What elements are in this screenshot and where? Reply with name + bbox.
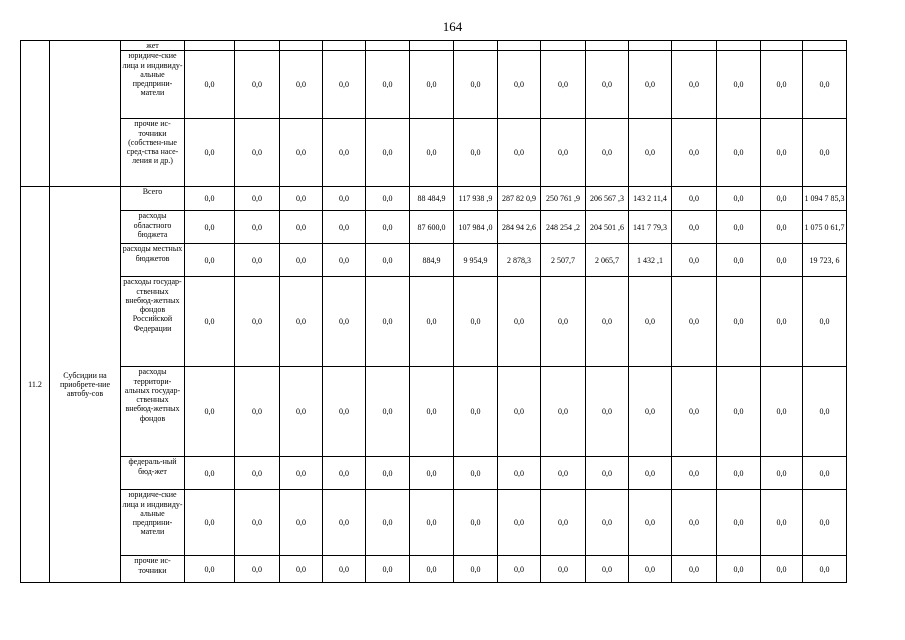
- value-cell: 0,0: [410, 490, 454, 556]
- value-cell: 0,0: [803, 457, 847, 490]
- value-cell: 0,0: [803, 51, 847, 119]
- row-label: расходы областного бюджета: [121, 211, 185, 244]
- value-cell: 0,0: [717, 457, 761, 490]
- value-cell: 0,0: [672, 211, 717, 244]
- value-cell: 0,0: [761, 277, 803, 367]
- table-row: [21, 211, 847, 244]
- value-cell: 143 2 11,4: [629, 187, 672, 211]
- section-title: Субсидии на приобрете-ние автобу-сов: [50, 187, 121, 583]
- value-cell: [803, 41, 847, 51]
- table-row: [21, 556, 847, 583]
- value-cell: 0,0: [280, 187, 323, 211]
- value-cell: 0,0: [761, 211, 803, 244]
- value-cell: 0,0: [454, 119, 498, 187]
- value-cell: 0,0: [717, 51, 761, 119]
- table-row: [21, 490, 847, 556]
- value-cell: [235, 41, 280, 51]
- value-cell: 0,0: [672, 244, 717, 277]
- value-cell: 0,0: [185, 187, 235, 211]
- value-cell: [717, 41, 761, 51]
- row-label: жет: [121, 41, 185, 51]
- table-row: [21, 277, 847, 367]
- value-cell: 0,0: [629, 457, 672, 490]
- value-cell: 0,0: [410, 367, 454, 457]
- value-cell: [586, 41, 629, 51]
- value-cell: 0,0: [717, 119, 761, 187]
- value-cell: 0,0: [586, 119, 629, 187]
- value-cell: 0,0: [498, 119, 541, 187]
- table-row: [21, 457, 847, 490]
- value-cell: 0,0: [323, 277, 366, 367]
- value-cell: 0,0: [366, 187, 410, 211]
- row-label: расходы государ-ственных внебюд-жетных фондов Российской Федерации: [121, 277, 185, 367]
- value-cell: 0,0: [717, 367, 761, 457]
- value-cell: 2 065,7: [586, 244, 629, 277]
- value-cell: 0,0: [323, 187, 366, 211]
- value-cell: [454, 41, 498, 51]
- value-cell: 0,0: [280, 244, 323, 277]
- value-cell: 0,0: [541, 457, 586, 490]
- value-cell: 0,0: [498, 367, 541, 457]
- value-cell: 0,0: [672, 51, 717, 119]
- value-cell: 0,0: [672, 490, 717, 556]
- value-cell: 0,0: [366, 51, 410, 119]
- value-cell: 0,0: [235, 457, 280, 490]
- row-label: прочие ис-точники: [121, 556, 185, 583]
- value-cell: 19 723, 6: [803, 244, 847, 277]
- value-cell: 0,0: [672, 556, 717, 583]
- value-cell: 0,0: [235, 51, 280, 119]
- value-cell: 0,0: [280, 119, 323, 187]
- value-cell: 284 94 2,6: [498, 211, 541, 244]
- value-cell: 0,0: [629, 367, 672, 457]
- value-cell: 0,0: [235, 244, 280, 277]
- value-cell: 0,0: [235, 211, 280, 244]
- value-cell: 0,0: [803, 490, 847, 556]
- value-cell: 0,0: [761, 556, 803, 583]
- value-cell: 0,0: [235, 119, 280, 187]
- value-cell: [672, 41, 717, 51]
- value-cell: 0,0: [323, 211, 366, 244]
- value-cell: 0,0: [672, 277, 717, 367]
- table-row: [21, 187, 847, 211]
- section-number-cell: [21, 41, 50, 187]
- value-cell: 0,0: [803, 277, 847, 367]
- value-cell: 107 984 ,0: [454, 211, 498, 244]
- value-cell: 87 600,0: [410, 211, 454, 244]
- value-cell: 0,0: [235, 367, 280, 457]
- value-cell: 0,0: [185, 556, 235, 583]
- value-cell: [761, 41, 803, 51]
- value-cell: 0,0: [498, 277, 541, 367]
- value-cell: 0,0: [185, 457, 235, 490]
- value-cell: 0,0: [323, 556, 366, 583]
- value-cell: 0,0: [717, 556, 761, 583]
- row-label: юридиче-ские лица и индивиду-альные предприни-матели: [121, 51, 185, 119]
- value-cell: [541, 41, 586, 51]
- value-cell: 0,0: [586, 457, 629, 490]
- value-cell: 0,0: [280, 51, 323, 119]
- value-cell: 0,0: [586, 277, 629, 367]
- value-cell: 0,0: [761, 244, 803, 277]
- value-cell: 884,9: [410, 244, 454, 277]
- value-cell: 88 484,9: [410, 187, 454, 211]
- value-cell: 0,0: [541, 556, 586, 583]
- value-cell: 0,0: [280, 211, 323, 244]
- value-cell: 0,0: [498, 457, 541, 490]
- value-cell: 0,0: [803, 367, 847, 457]
- value-cell: 0,0: [454, 490, 498, 556]
- value-cell: 9 954,9: [454, 244, 498, 277]
- value-cell: 0,0: [366, 556, 410, 583]
- value-cell: 0,0: [280, 490, 323, 556]
- value-cell: 0,0: [541, 490, 586, 556]
- value-cell: 0,0: [717, 187, 761, 211]
- value-cell: [323, 41, 366, 51]
- value-cell: 0,0: [366, 119, 410, 187]
- value-cell: 0,0: [629, 51, 672, 119]
- value-cell: 0,0: [280, 367, 323, 457]
- value-cell: 0,0: [280, 277, 323, 367]
- value-cell: 0,0: [541, 51, 586, 119]
- value-cell: 141 7 79,3: [629, 211, 672, 244]
- value-cell: 0,0: [185, 119, 235, 187]
- value-cell: 204 501 ,6: [586, 211, 629, 244]
- value-cell: 0,0: [761, 187, 803, 211]
- value-cell: 0,0: [366, 244, 410, 277]
- value-cell: 0,0: [454, 556, 498, 583]
- value-cell: 0,0: [672, 367, 717, 457]
- value-cell: 0,0: [586, 556, 629, 583]
- value-cell: 0,0: [629, 277, 672, 367]
- value-cell: 0,0: [235, 277, 280, 367]
- value-cell: 117 938 ,9: [454, 187, 498, 211]
- value-cell: 0,0: [761, 367, 803, 457]
- value-cell: 0,0: [629, 490, 672, 556]
- value-cell: 0,0: [629, 556, 672, 583]
- value-cell: 0,0: [454, 457, 498, 490]
- value-cell: 0,0: [454, 277, 498, 367]
- value-cell: 0,0: [761, 457, 803, 490]
- value-cell: 1 094 7 85,3: [803, 187, 847, 211]
- value-cell: 0,0: [366, 457, 410, 490]
- value-cell: 0,0: [541, 277, 586, 367]
- value-cell: 0,0: [235, 556, 280, 583]
- value-cell: 0,0: [498, 51, 541, 119]
- row-label: федераль-ный бюд-жет: [121, 457, 185, 490]
- value-cell: 0,0: [761, 490, 803, 556]
- value-cell: 0,0: [717, 490, 761, 556]
- value-cell: 0,0: [185, 367, 235, 457]
- value-cell: 0,0: [366, 367, 410, 457]
- table-row: [21, 41, 847, 51]
- value-cell: 1 432 ,1: [629, 244, 672, 277]
- value-cell: 0,0: [366, 277, 410, 367]
- value-cell: [280, 41, 323, 51]
- row-label: расходы территори-альных государ-ственных внебюд-жетных фондов: [121, 367, 185, 457]
- value-cell: 0,0: [717, 244, 761, 277]
- value-cell: [498, 41, 541, 51]
- value-cell: 0,0: [410, 119, 454, 187]
- row-label: прочие ис-точники (собствен-ные сред-ства насе-ления и др.): [121, 119, 185, 187]
- table-row: [21, 119, 847, 187]
- value-cell: 0,0: [672, 187, 717, 211]
- value-cell: 0,0: [323, 51, 366, 119]
- value-cell: 0,0: [498, 490, 541, 556]
- value-cell: 0,0: [323, 367, 366, 457]
- value-cell: 1 075 0 61,7: [803, 211, 847, 244]
- value-cell: 287 82 0,9: [498, 187, 541, 211]
- value-cell: 0,0: [586, 51, 629, 119]
- table-row: [21, 367, 847, 457]
- value-cell: 0,0: [185, 51, 235, 119]
- value-cell: 0,0: [185, 490, 235, 556]
- value-cell: 0,0: [280, 556, 323, 583]
- value-cell: 0,0: [803, 119, 847, 187]
- value-cell: 0,0: [366, 211, 410, 244]
- value-cell: 0,0: [761, 51, 803, 119]
- value-cell: 0,0: [410, 51, 454, 119]
- value-cell: 0,0: [235, 187, 280, 211]
- value-cell: 0,0: [185, 277, 235, 367]
- value-cell: 0,0: [672, 457, 717, 490]
- value-cell: [410, 41, 454, 51]
- row-label: юридиче-ские лица и индивиду-альные предприни-матели: [121, 490, 185, 556]
- value-cell: 0,0: [454, 367, 498, 457]
- value-cell: 0,0: [541, 367, 586, 457]
- page-number: 164: [442, 19, 463, 34]
- value-cell: 0,0: [235, 490, 280, 556]
- section-title-cell: [50, 41, 121, 187]
- value-cell: 250 761 ,9: [541, 187, 586, 211]
- value-cell: 0,0: [629, 119, 672, 187]
- value-cell: 0,0: [761, 119, 803, 187]
- row-label: Всего: [121, 187, 185, 211]
- value-cell: 0,0: [410, 457, 454, 490]
- value-cell: [366, 41, 410, 51]
- value-cell: 2 878,3: [498, 244, 541, 277]
- value-cell: 0,0: [586, 367, 629, 457]
- value-cell: [185, 41, 235, 51]
- value-cell: 0,0: [410, 556, 454, 583]
- value-cell: 206 567 ,3: [586, 187, 629, 211]
- section-number: 11.2: [21, 187, 50, 583]
- table-row: [21, 51, 847, 119]
- value-cell: 0,0: [185, 211, 235, 244]
- value-cell: 0,0: [717, 211, 761, 244]
- value-cell: 0,0: [323, 244, 366, 277]
- value-cell: 0,0: [323, 457, 366, 490]
- value-cell: 0,0: [498, 556, 541, 583]
- value-cell: 0,0: [410, 277, 454, 367]
- table-row: [21, 244, 847, 277]
- value-cell: [629, 41, 672, 51]
- value-cell: 0,0: [717, 277, 761, 367]
- value-cell: 248 254 ,2: [541, 211, 586, 244]
- value-cell: 2 507,7: [541, 244, 586, 277]
- value-cell: 0,0: [803, 556, 847, 583]
- budget-table: [20, 40, 847, 583]
- value-cell: 0,0: [323, 490, 366, 556]
- value-cell: 0,0: [672, 119, 717, 187]
- value-cell: 0,0: [280, 457, 323, 490]
- value-cell: 0,0: [185, 244, 235, 277]
- value-cell: 0,0: [454, 51, 498, 119]
- value-cell: 0,0: [586, 490, 629, 556]
- row-label: расходы местных бюджетов: [121, 244, 185, 277]
- value-cell: 0,0: [541, 119, 586, 187]
- value-cell: 0,0: [323, 119, 366, 187]
- value-cell: 0,0: [366, 490, 410, 556]
